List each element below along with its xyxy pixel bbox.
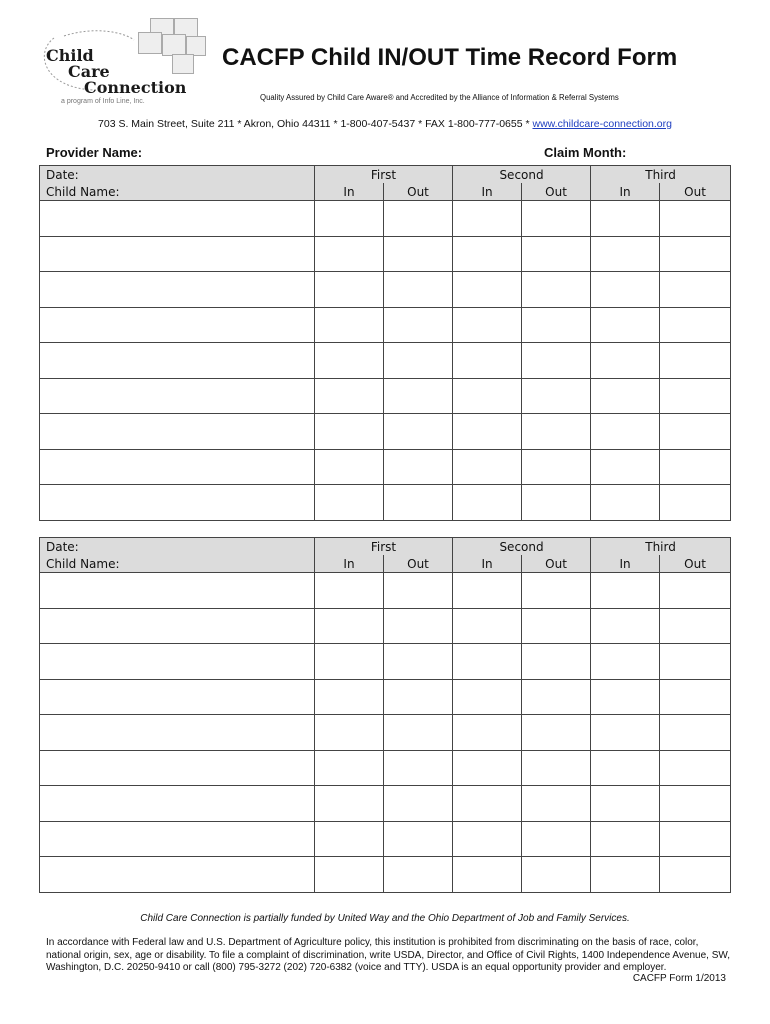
third-in-cell[interactable] <box>591 821 660 857</box>
second-in-cell[interactable] <box>453 201 522 237</box>
first-in-header: In <box>315 183 384 201</box>
third-in-cell[interactable] <box>591 307 660 343</box>
second-out-cell[interactable] <box>522 343 591 379</box>
second-out-header: Out <box>522 183 591 201</box>
first-out-cell[interactable] <box>384 485 453 521</box>
third-out-header: Out <box>660 555 731 573</box>
third-out-cell[interactable] <box>660 201 731 237</box>
second-in-cell[interactable] <box>453 573 522 609</box>
third-in-cell[interactable] <box>591 236 660 272</box>
child-name-cell[interactable] <box>40 608 315 644</box>
first-out-cell[interactable] <box>384 608 453 644</box>
first-out-cell[interactable] <box>384 715 453 751</box>
table-row <box>40 201 731 237</box>
first-in-cell[interactable] <box>315 857 384 893</box>
third-out-header: Out <box>660 183 731 201</box>
logo-word-2: Care <box>68 62 110 81</box>
third-out-cell[interactable] <box>660 236 731 272</box>
first-in-header: In <box>315 555 384 573</box>
address-text: 703 S. Main Street, Suite 211 * Akron, Ohio 44311 * 1-800-407-5437 * FAX 1-800-777-0655 * <box>98 118 533 130</box>
child-name-cell[interactable] <box>40 644 315 680</box>
third-out-cell[interactable] <box>660 821 731 857</box>
logo-word-3: Connection <box>84 78 187 97</box>
logo <box>34 18 194 104</box>
second-in-cell[interactable] <box>453 485 522 521</box>
page-title: CACFP Child IN/OUT Time Record Form <box>222 44 678 71</box>
table-row <box>40 608 731 644</box>
second-in-header: In <box>453 555 522 573</box>
second-out-cell[interactable] <box>522 485 591 521</box>
second-out-cell[interactable] <box>522 272 591 308</box>
second-in-cell[interactable] <box>453 821 522 857</box>
first-in-cell[interactable] <box>315 644 384 680</box>
third-in-cell[interactable] <box>591 679 660 715</box>
second-in-cell[interactable] <box>453 307 522 343</box>
second-out-header: Out <box>522 555 591 573</box>
first-out-cell[interactable] <box>384 343 453 379</box>
first-out-cell[interactable] <box>384 272 453 308</box>
table-row <box>40 414 731 450</box>
first-in-cell[interactable] <box>315 236 384 272</box>
first-in-cell[interactable] <box>315 449 384 485</box>
first-in-cell[interactable] <box>315 343 384 379</box>
second-out-cell[interactable] <box>522 679 591 715</box>
first-out-cell[interactable] <box>384 414 453 450</box>
first-out-header: Out <box>384 183 453 201</box>
child-name-cell[interactable] <box>40 485 315 521</box>
first-out-cell[interactable] <box>384 307 453 343</box>
table-row <box>40 272 731 308</box>
second-in-cell[interactable] <box>453 786 522 822</box>
first-in-cell[interactable] <box>315 679 384 715</box>
first-out-cell[interactable] <box>384 449 453 485</box>
child-name-cell[interactable] <box>40 750 315 786</box>
second-out-cell[interactable] <box>522 307 591 343</box>
second-out-cell[interactable] <box>522 573 591 609</box>
first-out-cell[interactable] <box>384 236 453 272</box>
table-row <box>40 786 731 822</box>
group-first-header: First <box>315 538 453 556</box>
child-name-cell[interactable] <box>40 786 315 822</box>
second-out-cell[interactable] <box>522 715 591 751</box>
third-in-cell[interactable] <box>591 786 660 822</box>
child-name-cell[interactable] <box>40 821 315 857</box>
third-in-cell[interactable] <box>591 414 660 450</box>
child-name-cell[interactable] <box>40 307 315 343</box>
child-name-cell[interactable] <box>40 236 315 272</box>
second-out-cell[interactable] <box>522 414 591 450</box>
table-row <box>40 449 731 485</box>
third-in-cell[interactable] <box>591 485 660 521</box>
time-record-table-1 <box>39 165 731 521</box>
second-in-cell[interactable] <box>453 715 522 751</box>
second-in-header: In <box>453 183 522 201</box>
first-out-cell[interactable] <box>384 679 453 715</box>
third-out-cell[interactable] <box>660 485 731 521</box>
table-row <box>40 679 731 715</box>
second-out-cell[interactable] <box>522 750 591 786</box>
provider-name-label: Provider Name: <box>46 145 143 160</box>
second-out-cell[interactable] <box>522 449 591 485</box>
second-out-cell[interactable] <box>522 857 591 893</box>
third-out-cell[interactable] <box>660 786 731 822</box>
third-out-cell[interactable] <box>660 449 731 485</box>
child-name-cell[interactable] <box>40 272 315 308</box>
second-in-cell[interactable] <box>453 343 522 379</box>
child-name-cell[interactable] <box>40 679 315 715</box>
second-in-cell[interactable] <box>453 644 522 680</box>
second-in-cell[interactable] <box>453 750 522 786</box>
third-in-cell[interactable] <box>591 201 660 237</box>
logo-word-1: Child <box>46 46 94 65</box>
time-record-table-2 <box>39 537 731 893</box>
third-out-cell[interactable] <box>660 679 731 715</box>
form-number: CACFP Form 1/2013 <box>632 973 726 984</box>
table-row <box>40 485 731 521</box>
group-third-header: Third <box>591 166 731 184</box>
first-out-cell[interactable] <box>384 821 453 857</box>
group-third-header: Third <box>591 538 731 556</box>
second-out-cell[interactable] <box>522 821 591 857</box>
group-second-header: Second <box>453 166 591 184</box>
website-link[interactable]: www.childcare-connection.org <box>532 118 672 130</box>
first-in-cell[interactable] <box>315 272 384 308</box>
table-row <box>40 715 731 751</box>
third-in-cell[interactable] <box>591 750 660 786</box>
first-in-cell[interactable] <box>315 821 384 857</box>
second-out-cell[interactable] <box>522 378 591 414</box>
third-in-cell[interactable] <box>591 857 660 893</box>
child-name-cell[interactable] <box>40 414 315 450</box>
nondiscrimination-statement: In accordance with Federal law and U.S. Department of Agriculture policy, this institution is prohibited from discriminating on the basis of race, color, national origin, sex, age or disability. To file a complaint of discrimination, write USDA, Director, and Office of Civil Rights, 1400 Independence Avenue, SW, Washington, D.C. 20250-9410 or call (800) 795-3272 (202) 720-6382 (voice and TTY). USDA is an equal opportunity provider and employer. <box>46 937 731 973</box>
table-row <box>40 307 731 343</box>
first-out-cell[interactable] <box>384 644 453 680</box>
second-in-cell[interactable] <box>453 414 522 450</box>
table-row <box>40 750 731 786</box>
second-in-cell[interactable] <box>453 857 522 893</box>
third-in-cell[interactable] <box>591 378 660 414</box>
group-second-header: Second <box>453 538 591 556</box>
first-in-cell[interactable] <box>315 307 384 343</box>
third-out-cell[interactable] <box>660 715 731 751</box>
third-in-cell[interactable] <box>591 449 660 485</box>
first-in-cell[interactable] <box>315 786 384 822</box>
third-out-cell[interactable] <box>660 573 731 609</box>
child-name-label: Child Name: <box>40 183 315 201</box>
table-row <box>40 378 731 414</box>
third-in-cell[interactable] <box>591 272 660 308</box>
first-out-cell[interactable] <box>384 750 453 786</box>
second-in-cell[interactable] <box>453 449 522 485</box>
second-in-cell[interactable] <box>453 272 522 308</box>
third-out-cell[interactable] <box>660 644 731 680</box>
second-out-cell[interactable] <box>522 786 591 822</box>
third-out-cell[interactable] <box>660 307 731 343</box>
first-out-header: Out <box>384 555 453 573</box>
child-name-cell[interactable] <box>40 573 315 609</box>
first-out-cell[interactable] <box>384 573 453 609</box>
third-in-header: In <box>591 555 660 573</box>
first-in-cell[interactable] <box>315 414 384 450</box>
table-row <box>40 343 731 379</box>
third-in-cell[interactable] <box>591 644 660 680</box>
third-out-cell[interactable] <box>660 272 731 308</box>
first-in-cell[interactable] <box>315 715 384 751</box>
third-out-cell[interactable] <box>660 414 731 450</box>
first-out-cell[interactable] <box>384 857 453 893</box>
third-out-cell[interactable] <box>660 857 731 893</box>
first-in-cell[interactable] <box>315 485 384 521</box>
claim-month-label: Claim Month: <box>544 145 627 160</box>
child-name-cell[interactable] <box>40 715 315 751</box>
second-in-cell[interactable] <box>453 608 522 644</box>
funding-statement: Child Care Connection is partially funded by United Way and the Ohio Department of Job and Family Services. <box>140 913 630 924</box>
second-in-cell[interactable] <box>453 236 522 272</box>
second-in-cell[interactable] <box>453 378 522 414</box>
first-out-cell[interactable] <box>384 201 453 237</box>
table-row <box>40 573 731 609</box>
quality-statement: Quality Assured by Child Care Aware® and Accredited by the Alliance of Information & Referral Systems <box>260 93 619 102</box>
first-out-cell[interactable] <box>384 786 453 822</box>
third-in-cell[interactable] <box>591 573 660 609</box>
first-out-cell[interactable] <box>384 378 453 414</box>
group-first-header: First <box>315 166 453 184</box>
second-out-cell[interactable] <box>522 201 591 237</box>
first-in-cell[interactable] <box>315 573 384 609</box>
first-in-cell[interactable] <box>315 378 384 414</box>
third-in-cell[interactable] <box>591 343 660 379</box>
second-out-cell[interactable] <box>522 608 591 644</box>
second-out-cell[interactable] <box>522 644 591 680</box>
table-1-body <box>40 201 731 521</box>
table-row <box>40 644 731 680</box>
third-in-cell[interactable] <box>591 715 660 751</box>
second-in-cell[interactable] <box>453 679 522 715</box>
child-name-label: Child Name: <box>40 555 315 573</box>
first-in-cell[interactable] <box>315 608 384 644</box>
third-in-header: In <box>591 183 660 201</box>
table-row <box>40 236 731 272</box>
table-2-body <box>40 573 731 893</box>
address-line <box>0 118 770 130</box>
third-out-cell[interactable] <box>660 608 731 644</box>
table-row <box>40 821 731 857</box>
second-out-cell[interactable] <box>522 236 591 272</box>
table-row <box>40 857 731 893</box>
first-in-cell[interactable] <box>315 750 384 786</box>
child-name-cell[interactable] <box>40 378 315 414</box>
child-name-cell[interactable] <box>40 201 315 237</box>
third-out-cell[interactable] <box>660 343 731 379</box>
child-name-cell[interactable] <box>40 343 315 379</box>
date-label: Date: <box>40 538 315 556</box>
third-in-cell[interactable] <box>591 608 660 644</box>
child-name-cell[interactable] <box>40 449 315 485</box>
logo-tagline: a program of Info Line, Inc. <box>61 98 145 105</box>
third-out-cell[interactable] <box>660 750 731 786</box>
date-label: Date: <box>40 166 315 184</box>
child-name-cell[interactable] <box>40 857 315 893</box>
third-out-cell[interactable] <box>660 378 731 414</box>
first-in-cell[interactable] <box>315 201 384 237</box>
